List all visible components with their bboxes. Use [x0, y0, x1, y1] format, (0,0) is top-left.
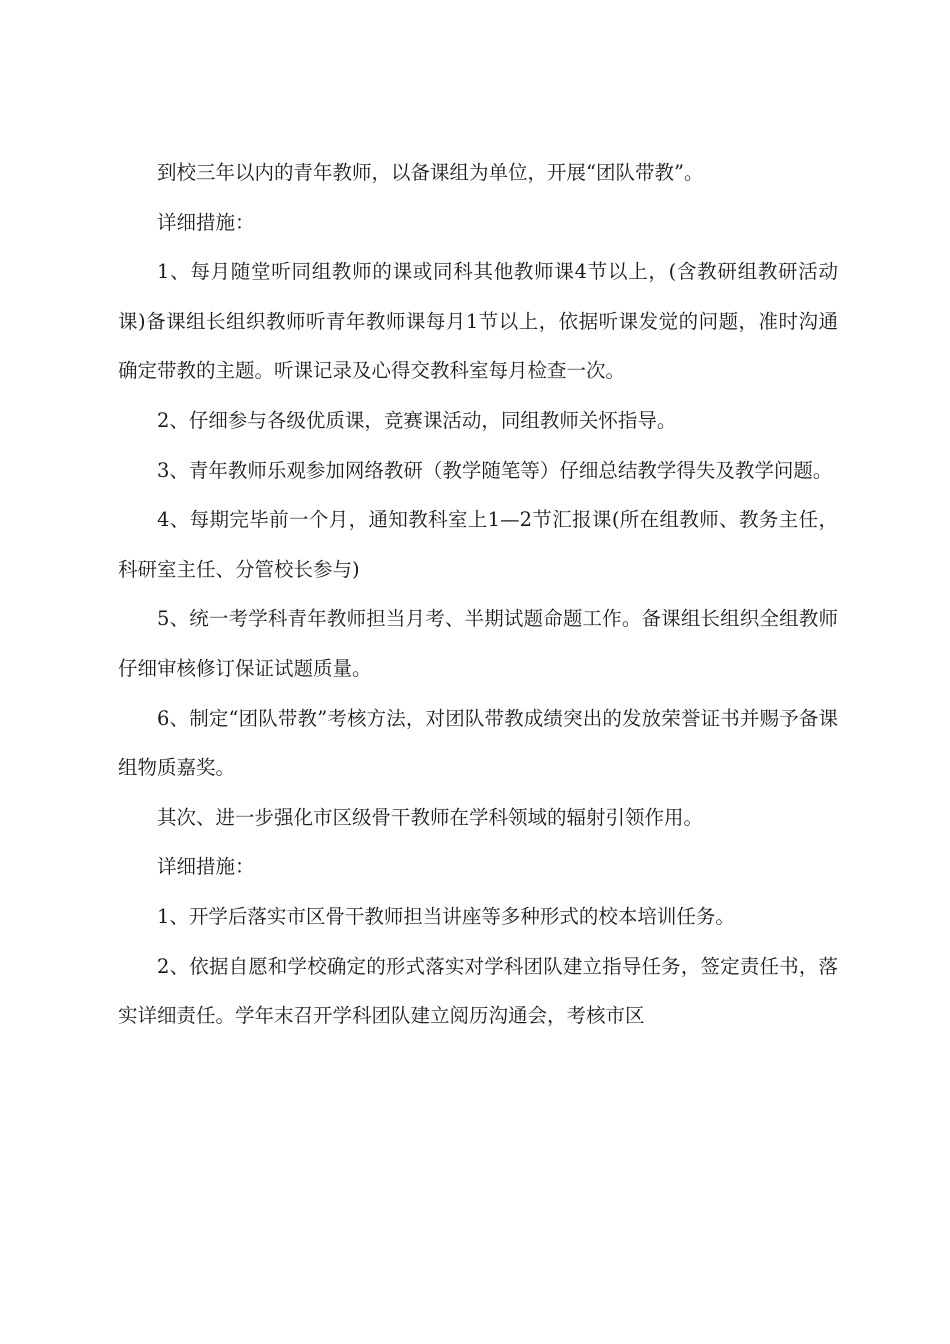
- paragraph-item-b1: 1、开学后落实市区骨干教师担当讲座等多种形式的校本培训任务。: [157, 904, 735, 928]
- paragraph-intro: 到校三年以内的青年教师，以备课组为单位，开展“团队带教”。: [157, 161, 704, 184]
- paragraph-item-b2: 2、依据自愿和学校确定的形式落实对学科团队建立指导任务，签定责任书，落实详细责任。学年末召开学科团队建立阅历沟通会，考核市区: [118, 954, 838, 1028]
- paragraph-section-2: 其次、进一步强化市区级骨干教师在学科领域的辐射引领作用。: [157, 805, 704, 829]
- paragraph-item-6: 6、制定“团队带教”考核方法，对团队带教成绩突出的发放荣誉证书并赐予备课组物质嘉奖。: [118, 706, 838, 780]
- document-page: [118, 148, 838, 1041]
- paragraph-item-2: 2、仔细参与各级优质课，竞赛课活动，同组教师关怀指导。: [157, 408, 677, 432]
- paragraph-item-5: 5、统一考学科青年教师担当月考、半期试题命题工作。备课组长组织全组教师仔细审核修订保证试题质量。: [118, 607, 838, 680]
- paragraph-item-4: 4、每期完毕前一个月，通知教科室上1—2节汇报课(所在组教师、教务主任，科研室主任、分管校长参与): [118, 508, 838, 581]
- paragraph-measures-heading-1: 详细措施：: [157, 210, 255, 234]
- paragraph-item-1: 1、每月随堂听同组教师的课或同科其他教师课4节以上，(含教研组教研活动课)备课组长组织教师听青年教师课每月1节以上，依据听课发觉的问题，准时沟通确定带教的主题。听课记录及心得交教科室每月检查一次。: [118, 260, 838, 383]
- paragraph-item-3: 3、青年教师乐观参加网络教研（教学随笔等）仔细总结教学得失及教学问题。: [157, 458, 833, 482]
- paragraph-measures-heading-2: 详细措施：: [157, 855, 255, 879]
